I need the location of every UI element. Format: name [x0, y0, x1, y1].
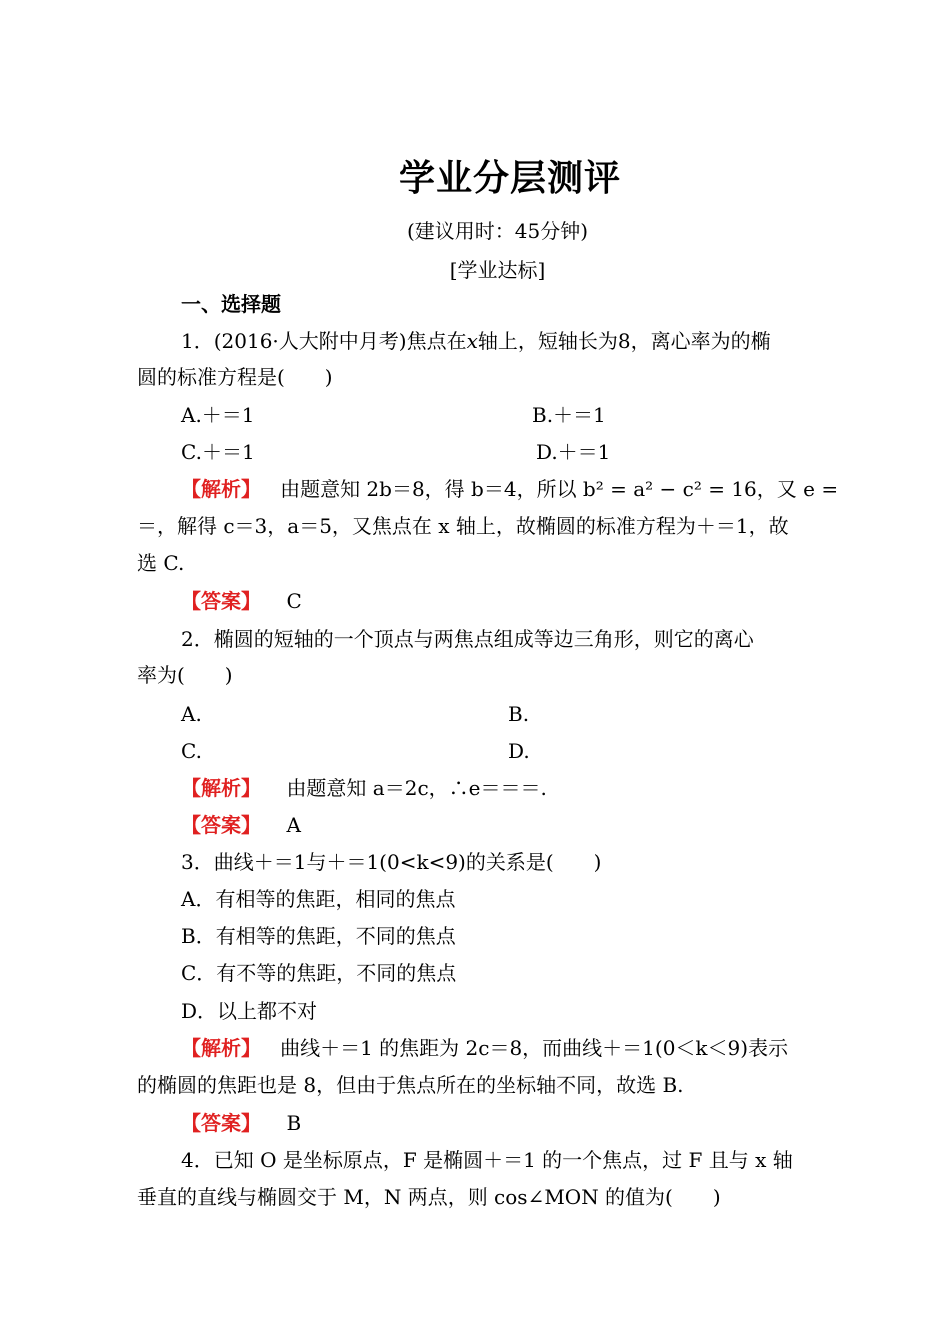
q1-stem-line1: 1．(2016·人大附中月考)焦点在x轴上，短轴长为8，离心率为的椭 [181, 329, 771, 353]
section-heading: 一、选择题 [181, 292, 281, 316]
q3-option-b: B．有相等的焦距，不同的焦点 [181, 924, 456, 948]
q1-answer: 【答案】 C [181, 589, 302, 613]
q4-stem-line1: 4．已知 O 是坐标原点，F 是椭圆＋＝1 的一个焦点，过 F 且与 x 轴 [181, 1148, 793, 1172]
q1-option-c: C.＋＝1 [181, 440, 255, 464]
answer-tag: 【答案】 [181, 1111, 261, 1135]
q2-stem-line1: 2．椭圆的短轴的一个顶点与两焦点组成等边三角形，则它的离心 [181, 627, 754, 651]
q1-analysis-line2: ＝，解得 c＝3，a＝5，又焦点在 x 轴上，故椭圆的标准方程为＋＝1，故 [137, 514, 789, 538]
answer-tag: 【答案】 [181, 589, 261, 613]
q1-analysis-line1: 【解析】 由题意知 2b＝8，得 b＝4，所以 b² = a² − c² = 16，又 e = [181, 477, 839, 501]
time-note: (建议用时：45分钟) [406, 219, 589, 243]
q1-stem-line2: 圆的标准方程是( ) [137, 365, 333, 389]
analysis-tag: 【解析】 [181, 776, 261, 800]
q2-option-c: C. [181, 739, 202, 763]
q2-stem-line2: 率为( ) [137, 663, 233, 687]
q3-option-c: C．有不等的焦距，不同的焦点 [181, 961, 457, 985]
q3-analysis-line1: 【解析】 曲线＋＝1 的焦距为 2c＝8，而曲线＋＝1(0＜k＜9)表示 [181, 1036, 789, 1060]
q4-stem-line2: 垂直的直线与椭圆交于 M，N 两点，则 cos∠MON 的值为( ) [137, 1185, 721, 1209]
q3-answer: 【答案】 B [181, 1111, 302, 1135]
q2-option-d: D. [508, 739, 530, 763]
q3-stem: 3．曲线＋＝1与＋＝1(0<k<9)的关系是( ) [181, 850, 602, 874]
q3-option-a: A．有相等的焦距，相同的焦点 [181, 887, 456, 911]
q2-answer: 【答案】 A [181, 813, 301, 837]
answer-tag: 【答案】 [181, 813, 261, 837]
analysis-tag: 【解析】 [181, 477, 261, 501]
level-heading: [学业达标] [449, 258, 546, 282]
q1-option-a: A.＋＝1 [181, 403, 255, 427]
q1-option-b: B.＋＝1 [532, 403, 606, 427]
q2-option-a: A. [181, 702, 202, 726]
q2-analysis: 【解析】 由题意知 a＝2c，∴e＝＝＝. [181, 776, 547, 800]
q3-option-d: D．以上都不对 [181, 999, 318, 1023]
q1-option-d: D.＋＝1 [536, 440, 611, 464]
q3-analysis-line2: 的椭圆的焦距也是 8，但由于焦点所在的坐标轴不同，故选 B. [137, 1073, 684, 1097]
q1-analysis-line3: 选 C. [137, 551, 185, 575]
q2-option-b: B. [508, 702, 530, 726]
page-title: 学业分层测评 [398, 158, 621, 199]
analysis-tag: 【解析】 [181, 1036, 261, 1060]
